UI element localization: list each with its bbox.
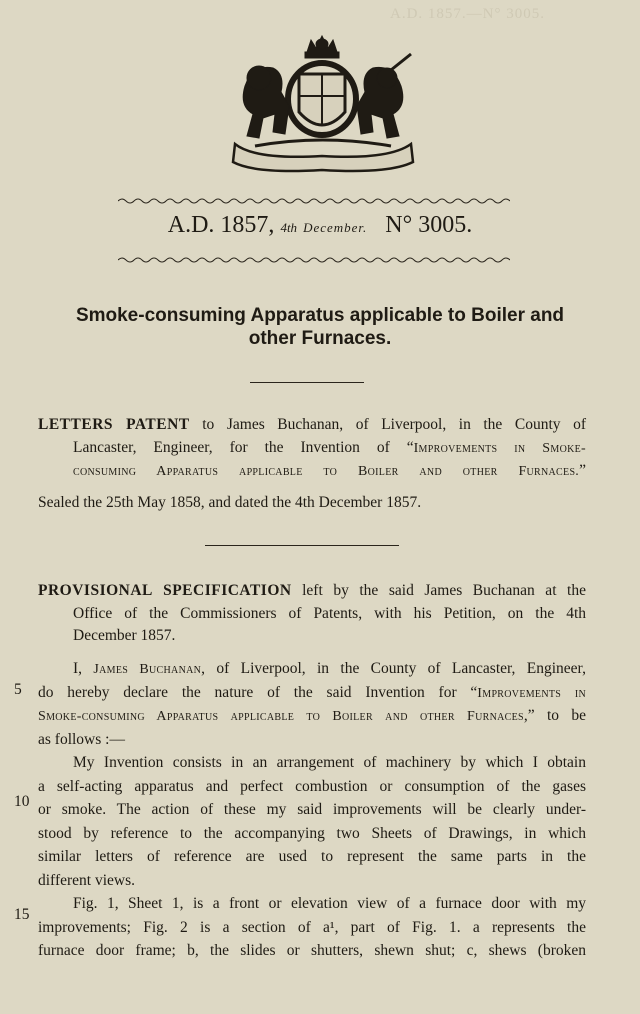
letters-patent-line3-sc: consuming Apparatus applicable to Boiler and other Furnaces. bbox=[73, 464, 580, 479]
body-line-text: or smoke. The action of these my said improvements will be clearly under- bbox=[38, 801, 586, 818]
letters-patent-line3-end: ” bbox=[579, 462, 586, 479]
body-line bbox=[38, 705, 586, 729]
year-prefix: A.D. 1857, bbox=[167, 212, 275, 238]
letters-patent-line2-sc: Improvements in Smoke- bbox=[413, 440, 586, 456]
body-line-text: Fig. 1, Sheet 1, is a front or elevation view of a furnace door with my bbox=[73, 895, 586, 912]
provisional-paragraph bbox=[38, 580, 586, 648]
body-line bbox=[38, 940, 586, 964]
body-line-text: ,” to be bbox=[523, 707, 586, 724]
body-line-text: a self-acting apparatus and perfect combustion or consumption of the gases bbox=[38, 777, 586, 795]
body-line-text: as follows :— bbox=[38, 730, 125, 748]
specification-body bbox=[38, 658, 586, 964]
date-month: December. bbox=[303, 220, 368, 235]
body-line-text: improvements; Fig. 2 is a section of a¹, part of Fig. 1. a represents the bbox=[38, 918, 586, 936]
body-line bbox=[38, 799, 586, 823]
short-divider bbox=[250, 382, 364, 383]
body-line-small-caps: James Buchanan bbox=[93, 662, 202, 677]
body-line-text: My Invention consists in an arrangement of machinery by which I obtain bbox=[73, 754, 586, 771]
title-line-2: other Furnaces. bbox=[248, 328, 392, 349]
body-line-small-caps: Smoke-consuming Apparatus applicable to Boiler and other Furnaces bbox=[38, 709, 524, 724]
long-divider bbox=[205, 545, 399, 546]
body-line bbox=[38, 823, 586, 847]
line-number: 5 bbox=[14, 680, 22, 698]
provisional-line3: December 1857. bbox=[73, 627, 176, 644]
line-number: 15 bbox=[14, 905, 30, 923]
ghost-header-text: A.D. 1857.—N° 3005. bbox=[390, 6, 545, 22]
body-line-small-caps: Improvements in bbox=[477, 685, 587, 701]
sealed-line: Sealed the 25th May 1858, and dated the 4th December 1857. bbox=[38, 494, 422, 511]
body-line-text: stood by reference to the accompanying two Sheets of Drawings, in which bbox=[38, 824, 586, 842]
patent-header bbox=[0, 212, 640, 239]
wavy-rule-top bbox=[118, 197, 510, 205]
body-line bbox=[38, 658, 586, 682]
wavy-rule-bottom bbox=[118, 256, 510, 264]
title-line-1: Smoke-consuming Apparatus applicable to Boiler and bbox=[75, 305, 565, 326]
provisional-line2: Office of the Commissioners of Patents, with his Petition, on the 4th bbox=[73, 604, 586, 622]
line-number: 10 bbox=[14, 793, 30, 810]
body-line bbox=[38, 846, 586, 870]
letters-patent-lead: LETTERS PATENT bbox=[38, 416, 190, 433]
body-line-text: furnace door frame; b, the slides or shutters, shewn shut; c, shews (broken bbox=[38, 942, 586, 959]
body-line-text: different views. bbox=[38, 871, 135, 889]
body-line bbox=[38, 776, 586, 800]
patent-number: N° 3005. bbox=[385, 212, 473, 238]
royal-coat-of-arms-icon bbox=[215, 34, 430, 174]
patent-title bbox=[30, 304, 610, 350]
provisional-line1: left by the said James Buchanan at the bbox=[291, 582, 586, 599]
body-line-text: do hereby declare the nature of the said Invention for “ bbox=[38, 683, 478, 701]
body-line bbox=[38, 893, 586, 917]
body-line bbox=[38, 870, 586, 894]
body-line bbox=[38, 917, 586, 941]
letters-patent-line1: to James Buchanan, of Liverpool, in the County of bbox=[189, 416, 587, 433]
body-line bbox=[38, 729, 586, 753]
letters-patent-line2: Lancaster, Engineer, for the Invention of “ bbox=[73, 438, 414, 456]
body-line bbox=[38, 682, 586, 706]
body-line-text: I, bbox=[73, 660, 94, 677]
body-line-text: , of Liverpool, in the County of Lancaster, Engineer, bbox=[201, 660, 586, 677]
body-line-text: similar letters of reference are used to represent the same parts in the bbox=[38, 848, 586, 865]
body-line bbox=[38, 752, 586, 776]
provisional-lead: PROVISIONAL SPECIFICATION bbox=[38, 582, 292, 599]
letters-patent-paragraph bbox=[38, 414, 586, 484]
date-day: 4th bbox=[280, 220, 298, 235]
